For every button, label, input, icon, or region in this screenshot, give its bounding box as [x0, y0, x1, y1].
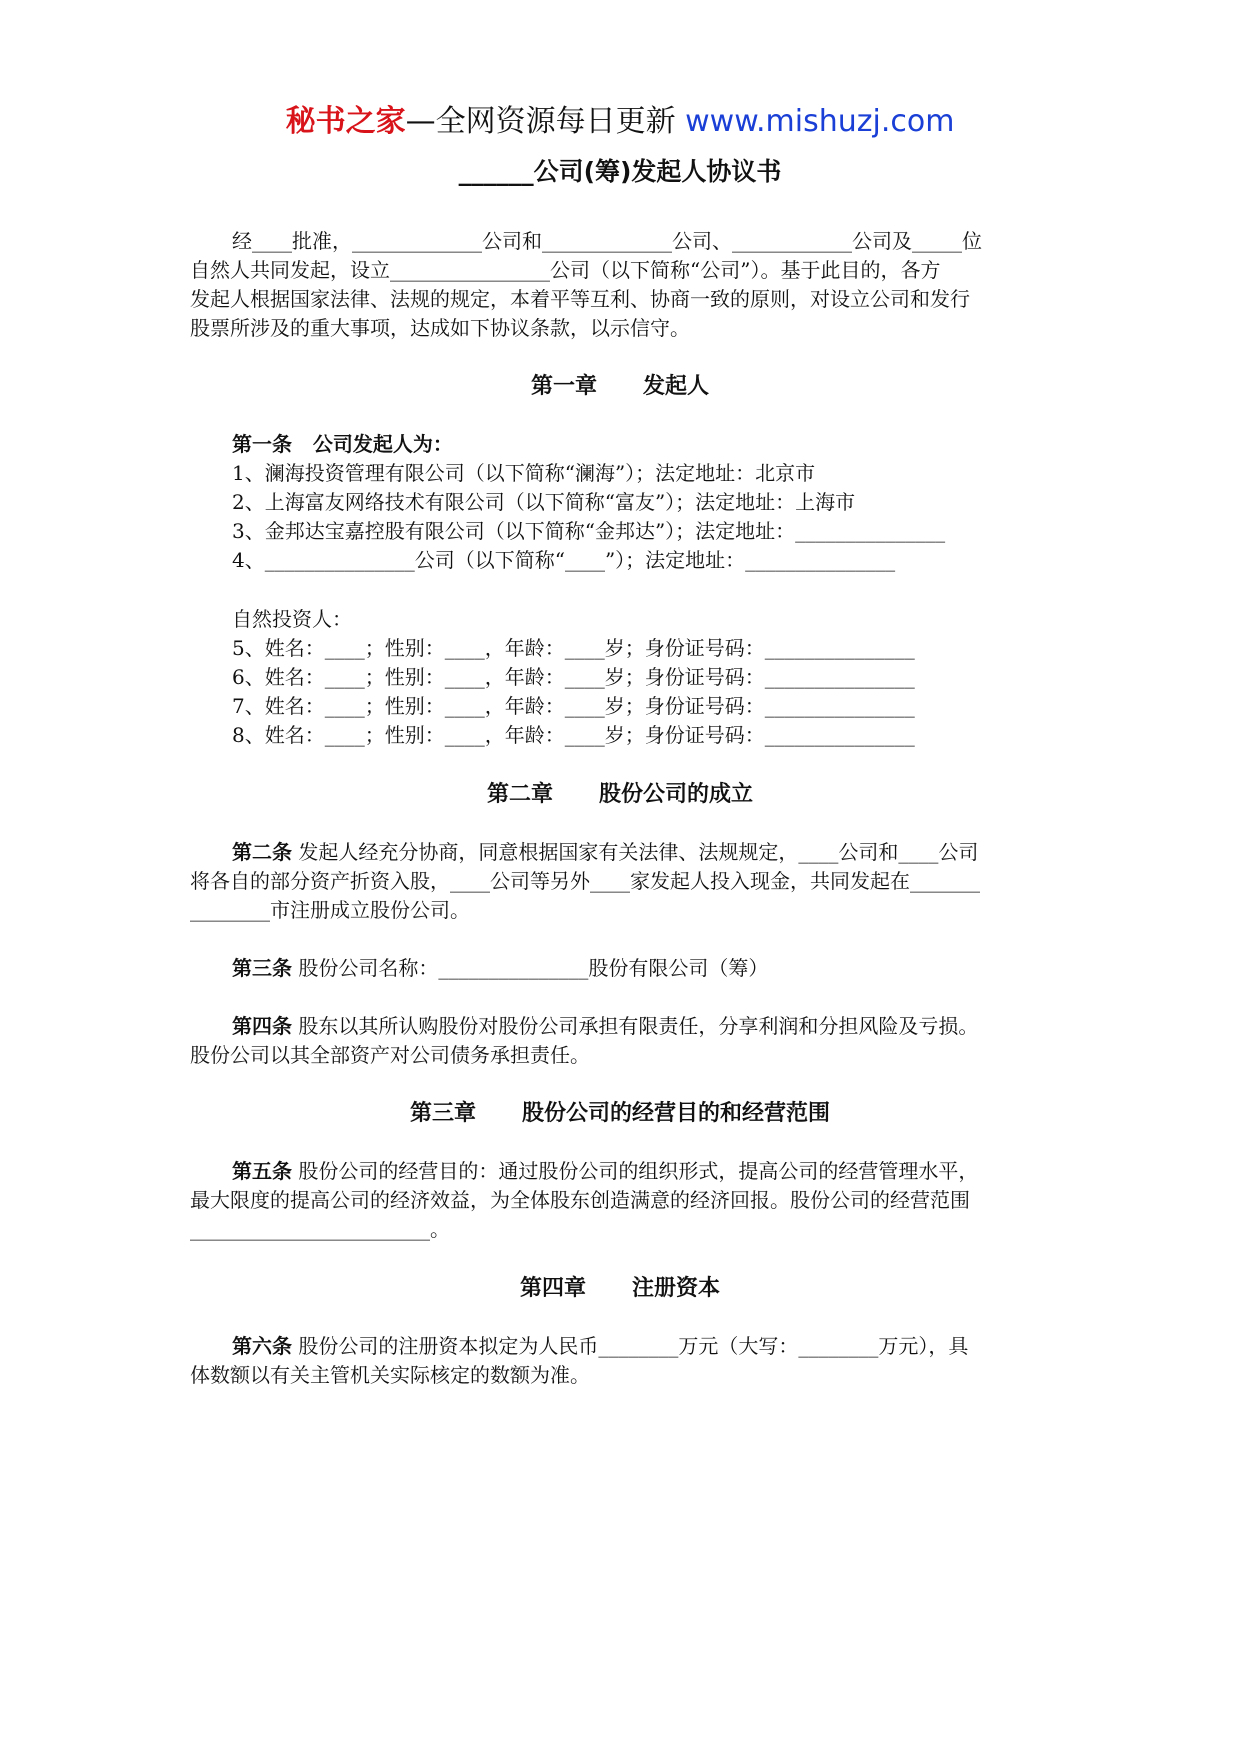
site-header	[0, 100, 1240, 144]
article-5-line: 最大限度的提高公司的经济效益，为全体股东创造满意的经济回报。股份公司的经营范围	[190, 1188, 970, 1212]
intro-line: 股票所涉及的重大事项，达成如下协议条款，以示信守。	[190, 316, 690, 340]
article-4-line: 股份公司以其全部资产对公司债务承担责任。	[190, 1043, 590, 1067]
founder-item: 4、_______________公司（以下简称“____”）；法定地址：_______________	[232, 548, 896, 572]
chapter-1-heading: 第一章 发起人	[531, 374, 709, 399]
chapter-3-heading: 第三章 股份公司的经营目的和经营范围	[410, 1101, 830, 1126]
article-2-line: 将各自的部分资产折资入股，____公司等另外____家发起人投入现金，共同发起在_______	[190, 869, 980, 893]
article-6-line: 体数额以有关主管机关实际核定的数额为准。	[190, 1363, 590, 1387]
article-4-text: 股东以其所认购股份对股份公司承担有限责任，分享利润和分担风险及亏损。	[292, 1014, 979, 1038]
person-item: 7、姓名：____；性别：____，年龄：____岁；身份证号码：_______________	[232, 694, 915, 718]
article-2-line: ________市注册成立股份公司。	[190, 898, 470, 922]
founder-item: 2、上海富友网络技术有限公司（以下简称“富友”）；法定地址：上海市	[232, 490, 856, 514]
brand-name: 秘书之家	[285, 104, 406, 139]
founder-item: 3、金邦达宝嘉控股有限公司（以下简称“金邦达”）；法定地址：_______________	[232, 519, 946, 543]
article-2-line	[232, 836, 1102, 868]
article-5-label: 第五条	[232, 1159, 292, 1183]
chapter-4-heading: 第四章 注册资本	[520, 1276, 720, 1301]
intro-line: 自然人共同发起，设立________________公司（以下简称“公司”）。基于此目的，各方	[190, 258, 941, 282]
person-item: 8、姓名：____；性别：____，年龄：____岁；身份证号码：_______________	[232, 723, 915, 747]
article-4-label: 第四条	[232, 1014, 292, 1038]
article-5-line	[232, 1155, 1102, 1187]
document-title: ______公司(筹)发起人协议书	[458, 157, 782, 186]
article-6-line	[232, 1330, 1102, 1362]
chapter-2-heading: 第二章 股份公司的成立	[487, 782, 753, 807]
article-2-text: 发起人经充分协商，同意根据国家有关法律、法规规定，____公司和____公司	[292, 840, 979, 864]
article-1-label: 第一条 公司发起人为：	[232, 432, 453, 456]
person-item: 6、姓名：____；性别：____，年龄：____岁；身份证号码：_______________	[232, 665, 915, 689]
article-6-label: 第六条	[232, 1334, 292, 1358]
person-item: 5、姓名：____；性别：____，年龄：____岁；身份证号码：_______________	[232, 636, 915, 660]
header-tagline: —全网资源每日更新	[405, 104, 686, 139]
article-5-line: ________________________。	[190, 1217, 450, 1241]
article-5-text: 股份公司的经营目的：通过股份公司的组织形式，提高公司的经营管理水平，	[292, 1159, 979, 1183]
site-url-link[interactable]: www.mishuzj.com	[685, 104, 955, 139]
article-4-line	[232, 1010, 1102, 1042]
article-2-label: 第二条	[232, 840, 292, 864]
intro-line: 发起人根据国家法律、法规的规定，本着平等互利、协商一致的原则，对设立公司和发行	[190, 287, 970, 311]
natural-investor-label: 自然投资人：	[232, 607, 352, 631]
article-3-text: 股份公司名称：_______________股份有限公司（筹）	[292, 956, 769, 980]
founder-item: 1、澜海投资管理有限公司（以下简称“澜海”）；法定地址：北京市	[232, 461, 816, 485]
article-3-line	[232, 952, 1102, 984]
intro-line: 经____批准，_____________公司和_____________公司、____________公司及_____位	[232, 229, 982, 253]
article-3-label: 第三条	[232, 956, 292, 980]
article-6-text: 股份公司的注册资本拟定为人民币________万元（大写：________万元），具	[292, 1334, 969, 1358]
